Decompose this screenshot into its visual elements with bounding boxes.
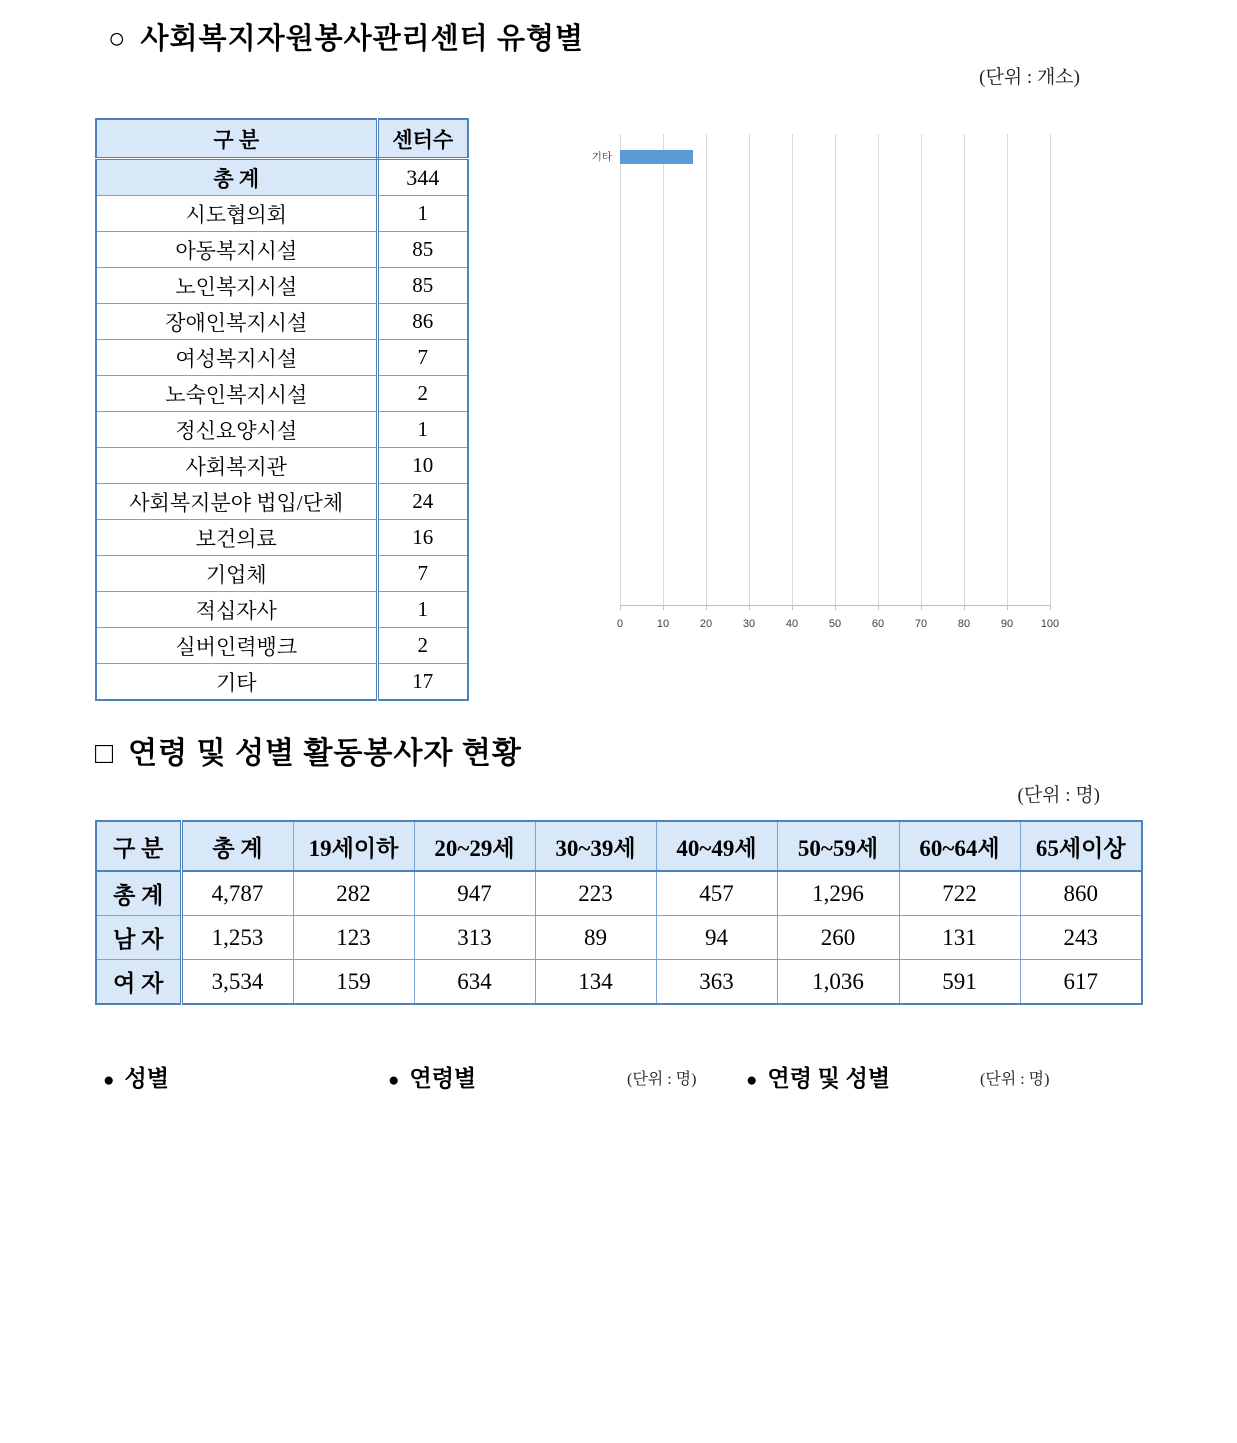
count-cell: 17: [377, 664, 468, 701]
count-cell: 85: [377, 268, 468, 304]
table-row: [96, 592, 468, 628]
col-header-cell: 50~59세: [777, 821, 899, 871]
category-cell: 사회복지분야 법입/단체: [96, 484, 377, 520]
count-cell: 1: [377, 592, 468, 628]
table-row: [96, 484, 468, 520]
count-cell: 7: [377, 556, 468, 592]
count-cell: 7: [377, 340, 468, 376]
section2-unit-note: (단위 : 명): [1017, 785, 1100, 806]
x-tick-label: 50: [828, 617, 842, 630]
table-row: [96, 340, 468, 376]
bar: [620, 150, 693, 164]
table-row: [96, 448, 468, 484]
volunteer-table-head: [96, 821, 1142, 871]
value-cell: 159: [293, 960, 414, 1005]
gridline: [835, 134, 836, 605]
x-tick-label: 80: [957, 617, 971, 630]
gridline: [620, 134, 621, 605]
value-cell: 260: [777, 916, 899, 960]
x-axis: [620, 605, 1050, 606]
table-row: [96, 871, 1142, 916]
dot-bullet: ●: [746, 1070, 758, 1091]
table-row: [96, 196, 468, 232]
table-row: [96, 304, 468, 340]
category-label: 기타: [591, 150, 612, 163]
value-cell: 1,036: [777, 960, 899, 1005]
row-header-cell: 총 계: [96, 871, 181, 916]
table-header-row: [96, 821, 1142, 871]
x-tick-label: 90: [1000, 617, 1014, 630]
age-chart-title-text: 연령별: [409, 1066, 477, 1091]
gender-pie-chart: [147, 1173, 333, 1417]
value-cell: 1,296: [777, 871, 899, 916]
age-gender-chart-title-text: 연령 및 성별: [767, 1066, 891, 1091]
value-cell: 722: [899, 871, 1020, 916]
gridline: [1007, 134, 1008, 605]
gridline: [878, 134, 879, 605]
table-header-row: [96, 119, 468, 159]
x-tick-label: 0: [616, 617, 624, 630]
table-row: [96, 268, 468, 304]
category-cell: 노인복지시설: [96, 268, 377, 304]
table-row: [96, 520, 468, 556]
value-cell: 4,787: [181, 871, 293, 916]
value-cell: 223: [535, 871, 656, 916]
x-tick-label: 100: [1040, 617, 1060, 630]
col-header-cell: 19세이하: [293, 821, 414, 871]
count-cell: 85: [377, 232, 468, 268]
gridline: [1050, 134, 1051, 605]
category-cell: 장애인복지시설: [96, 304, 377, 340]
circle-bullet: ○: [108, 23, 127, 55]
count-cell: 86: [377, 304, 468, 340]
category-cell: 총 계: [96, 159, 377, 196]
age-gender-chart-title: [746, 1060, 890, 1093]
dot-bullet: ●: [103, 1070, 115, 1091]
category-cell: 적십자사: [96, 592, 377, 628]
center-table: [95, 118, 469, 701]
x-tick-label: 40: [785, 617, 799, 630]
x-tick-label: 30: [742, 617, 756, 630]
age-chart-unit-note: (단위 : 명): [627, 1071, 697, 1088]
x-tick-label: 70: [914, 617, 928, 630]
age-chart-title: [388, 1060, 476, 1093]
value-cell: 3,534: [181, 960, 293, 1005]
value-cell: 457: [656, 871, 777, 916]
gridline: [663, 134, 664, 605]
age-bar-chart: [388, 1118, 738, 1438]
count-cell: 24: [377, 484, 468, 520]
category-cell: 실버인력뱅크: [96, 628, 377, 664]
category-cell: 노숙인복지시설: [96, 376, 377, 412]
gridline: [921, 134, 922, 605]
axis-tick: [1050, 605, 1051, 610]
category-cell: 보건의료: [96, 520, 377, 556]
center-table-head: [96, 119, 468, 159]
value-cell: 94: [656, 916, 777, 960]
col-header-cell: 20~29세: [414, 821, 535, 871]
center-type-hbar-chart: [488, 128, 1113, 663]
col-header-cell: 센터수: [377, 119, 468, 159]
col-header-cell: 60~64세: [899, 821, 1020, 871]
value-cell: 947: [414, 871, 535, 916]
x-tick-label: 20: [699, 617, 713, 630]
category-cell: 여성복지시설: [96, 340, 377, 376]
value-cell: 591: [899, 960, 1020, 1005]
category-cell: 사회복지관: [96, 448, 377, 484]
col-header-cell: 30~39세: [535, 821, 656, 871]
gridline: [792, 134, 793, 605]
volunteer-table: [95, 820, 1143, 1005]
col-header-cell: 구 분: [96, 821, 181, 871]
value-cell: 860: [1020, 871, 1142, 916]
value-cell: 1,253: [181, 916, 293, 960]
section1-title-text: 사회복지자원봉사관리센터 유형별: [140, 23, 584, 55]
section1-unit-note: (단위 : 개소): [979, 67, 1080, 88]
col-header-cell: 구 분: [96, 119, 377, 159]
col-header-cell: 총 계: [181, 821, 293, 871]
gridline: [749, 134, 750, 605]
col-header-cell: 40~49세: [656, 821, 777, 871]
category-cell: 기타: [96, 664, 377, 701]
x-tick-label: 60: [871, 617, 885, 630]
volunteer-table-body: [96, 871, 1142, 1004]
count-cell: 344: [377, 159, 468, 196]
value-cell: 363: [656, 960, 777, 1005]
count-cell: 1: [377, 412, 468, 448]
square-bullet: □: [95, 737, 115, 770]
table-row: [96, 916, 1142, 960]
value-cell: 131: [899, 916, 1020, 960]
value-cell: 243: [1020, 916, 1142, 960]
age-gender-bar-chart: [746, 1113, 1143, 1438]
value-cell: 134: [535, 960, 656, 1005]
count-cell: 16: [377, 520, 468, 556]
gridline: [964, 134, 965, 605]
value-cell: 89: [535, 916, 656, 960]
value-cell: 617: [1020, 960, 1142, 1005]
value-cell: 123: [293, 916, 414, 960]
center-table-body: [96, 159, 468, 701]
category-cell: 시도협의회: [96, 196, 377, 232]
count-cell: 2: [377, 376, 468, 412]
gridline: [706, 134, 707, 605]
section2-title-text: 연령 및 성별 활동봉사자 현황: [128, 737, 522, 770]
x-tick-label: 10: [656, 617, 670, 630]
category-cell: 기업체: [96, 556, 377, 592]
table-row: [96, 556, 468, 592]
col-header-cell: 65세이상: [1020, 821, 1142, 871]
gender-pie-title-text: 성별: [124, 1066, 169, 1091]
count-cell: 2: [377, 628, 468, 664]
table-row: [96, 664, 468, 701]
gender-pie-title: [103, 1060, 169, 1093]
table-row: [96, 232, 468, 268]
category-cell: 아동복지시설: [96, 232, 377, 268]
value-cell: 313: [414, 916, 535, 960]
table-row: [96, 960, 1142, 1005]
count-cell: 10: [377, 448, 468, 484]
category-cell: 정신요양시설: [96, 412, 377, 448]
center-table-wrap: [95, 118, 469, 701]
count-cell: 1: [377, 196, 468, 232]
table-row: [96, 159, 468, 196]
table-row: [96, 412, 468, 448]
table-row: [96, 376, 468, 412]
row-header-cell: 여 자: [96, 960, 181, 1005]
row-header-cell: 남 자: [96, 916, 181, 960]
dot-bullet: ●: [388, 1070, 400, 1091]
section2-title: [95, 728, 522, 772]
table-row: [96, 628, 468, 664]
value-cell: 282: [293, 871, 414, 916]
value-cell: 634: [414, 960, 535, 1005]
age-gender-chart-unit-note: (단위 : 명): [980, 1071, 1050, 1088]
section1-title: [108, 16, 584, 57]
volunteer-table-wrap: [95, 820, 1143, 1005]
